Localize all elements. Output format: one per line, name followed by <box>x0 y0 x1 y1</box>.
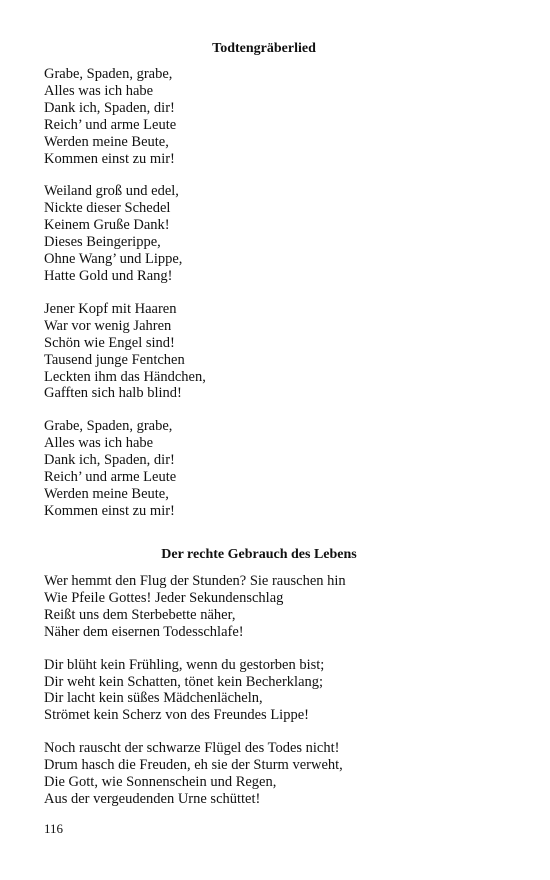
verse-line: Dir blüht kein Frühling, wenn du gestorben bist; <box>44 656 325 673</box>
poem-body <box>44 573 514 808</box>
verse-line: Näher dem eisernen Todesschlafe! <box>44 623 244 640</box>
verse-line: Drum hasch die Freuden, eh sie der Sturm verweht, <box>44 757 343 774</box>
verse-line: Grabe, Spaden, grabe, <box>44 418 173 435</box>
verse-line: Leckten ihm das Händchen, <box>44 368 206 385</box>
page-number: 116 <box>44 821 64 836</box>
verse-line: Werden meine Beute, <box>44 485 169 502</box>
verse-line: Dir weht kein Schatten, tönet kein Becherklang; <box>44 673 324 690</box>
verse-line: Kommen einst zu mir! <box>44 150 175 167</box>
stanza <box>44 573 514 641</box>
stanza <box>44 183 514 284</box>
verse-line: Reich’ und arme Leute <box>44 116 177 133</box>
verse-line: Dank ich, Spaden, dir! <box>44 99 175 116</box>
verse-line: Grabe, Spaden, grabe, <box>44 66 173 82</box>
verse-line: Reich’ und arme Leute <box>44 469 177 486</box>
verse-line: Dir lacht kein süßes Mädchenlächeln, <box>44 690 263 707</box>
verse-line: Jener Kopf mit Haaren <box>44 300 177 317</box>
stanza <box>44 301 514 402</box>
verse-line: Wer hemmt den Flug der Stunden? Sie rauschen hin <box>44 573 346 589</box>
verse-line: Weiland groß und edel, <box>44 183 179 200</box>
verse-line: Tausend junge Fentchen <box>44 351 185 368</box>
verse-line: Strömet kein Scherz von des Freundes Lippe! <box>44 707 309 724</box>
stanza <box>44 418 514 519</box>
verse-line: Keinem Gruße Dank! <box>44 217 170 234</box>
poem-todtengraeberlied <box>44 40 514 520</box>
verse-line: Dank ich, Spaden, dir! <box>44 452 175 469</box>
poem-der-rechte-gebrauch-des-lebens <box>44 546 514 808</box>
verse-line: Werden meine Beute, <box>44 133 169 150</box>
verse-line: Nickte dieser Schedel <box>44 200 171 217</box>
verse-line: Ohne Wang’ und Lippe, <box>44 251 183 268</box>
verse-line: Die Gott, wie Sonnenschein und Regen, <box>44 774 277 791</box>
stanza <box>44 66 514 167</box>
verse-line: Dieses Beingerippe, <box>44 234 161 251</box>
verse-line: Alles was ich habe <box>44 435 154 452</box>
poem-title: Der rechte Gebrauch des Lebens <box>161 547 357 562</box>
verse-line: Hatte Gold und Rang! <box>44 267 173 284</box>
verse-line: Kommen einst zu mir! <box>44 502 175 519</box>
poem-title: Todtengräberlied <box>212 41 316 56</box>
verse-line: Noch rauscht der schwarze Flügel des Todes nicht! <box>44 740 340 757</box>
verse-line: Reißt uns dem Sterbebette näher, <box>44 606 236 623</box>
verse-line: Schön wie Engel sind! <box>44 334 175 351</box>
verse-line: Gafften sich halb blind! <box>44 385 182 402</box>
verse-line: Alles was ich habe <box>44 82 154 99</box>
verse-line: War vor wenig Jahren <box>44 317 172 334</box>
stanza <box>44 657 514 725</box>
poem-body <box>44 66 514 520</box>
verse-line: Aus der vergeudenden Urne schüttet! <box>44 790 261 807</box>
stanza <box>44 740 514 808</box>
verse-line: Wie Pfeile Gottes! Jeder Sekundenschlag <box>44 589 284 606</box>
